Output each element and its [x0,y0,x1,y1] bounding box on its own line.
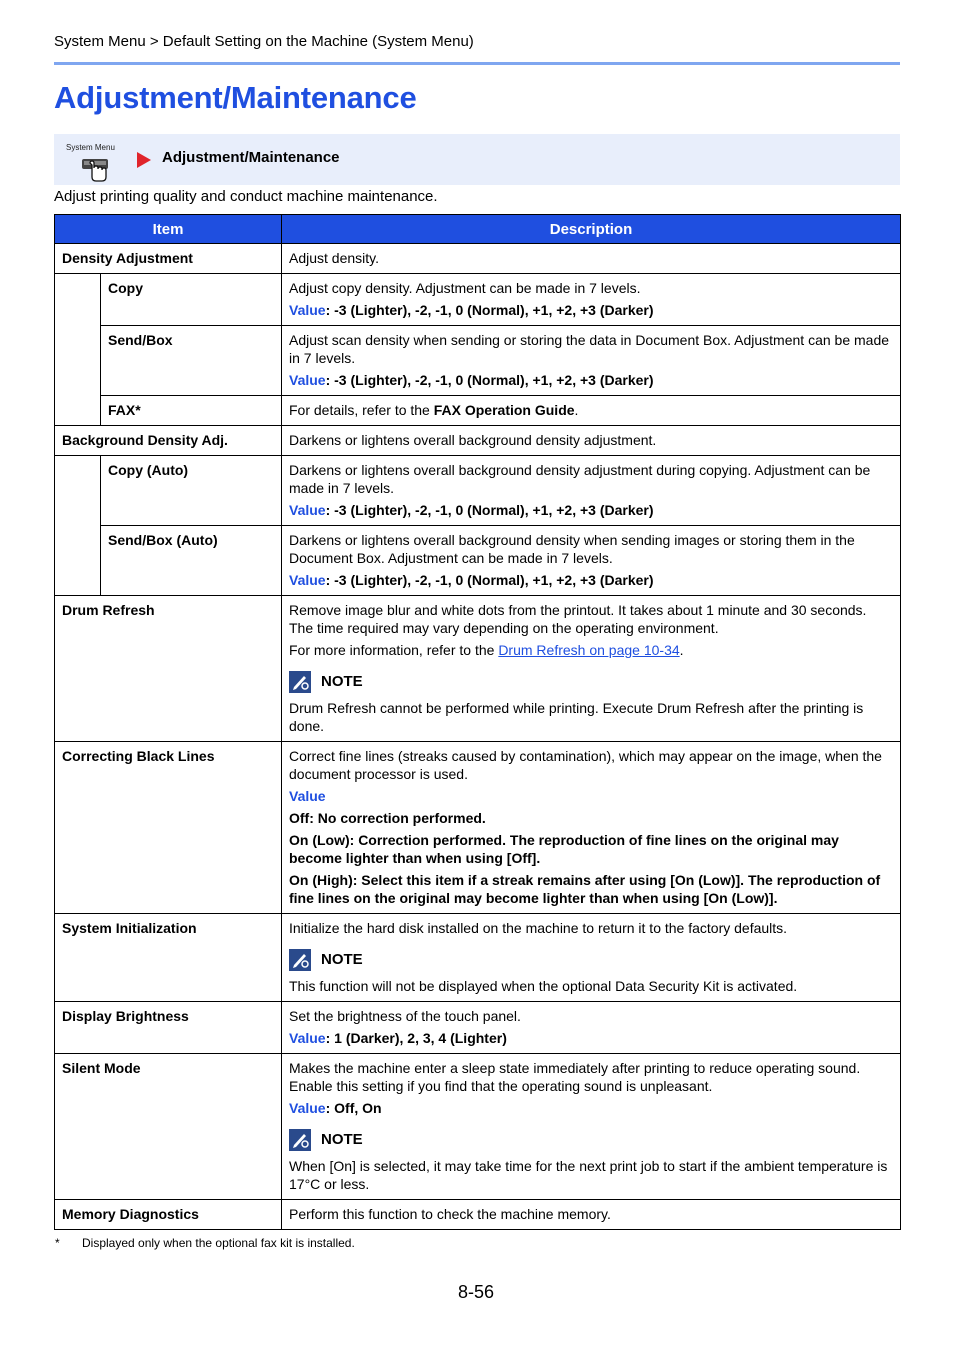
item-description: Darkens or lightens overall background density adjustment during copying. Adjustment can be made in 7 levels. Value: -3 (Lighter), -2, -1, 0 (Normal), +1, +2, +3 (Darker) [282,456,901,526]
value-option: On (High): Select this item if a streak remains after using [On (Low)]. The reproduction of fine lines on the original may become lighter than when using [On (Low)]. [289,872,881,906]
table-row [55,244,901,274]
item-description: Perform this function to check the machine memory. [282,1200,901,1230]
item-description: Makes the machine enter a sleep state immediately after printing to reduce operating sound. Enable this setting if you find that the operating sound is unpleasant. Value: Off, On NOTE When [On] is selected, it may take time for the next print job to start if the ambient temperature is 17°C or less. [282,1054,901,1200]
footnote-mark: * [55,1236,60,1250]
note-text: When [On] is selected, it may take time for the next print job to start if the ambient temperature is 17°C or less. [289,1158,888,1192]
item-name: Display Brightness [55,1002,282,1054]
note-label: NOTE [321,1131,363,1148]
table-row [55,1002,901,1054]
value-label: Value [289,302,326,318]
note-heading [289,1129,893,1151]
value-label: Value [289,788,326,804]
table-row [55,596,901,742]
note-icon [289,1129,311,1151]
item-description: Darkens or lightens overall background density adjustment. [282,426,901,456]
item-name: Silent Mode [55,1054,282,1200]
value-option: Off: No correction performed. [289,810,486,826]
table-row [55,1200,901,1230]
sub-item-name: Send/Box (Auto) [101,526,282,596]
intro-text: Adjust printing quality and conduct machine maintenance. [54,188,438,205]
table-row [55,326,901,396]
indent-cell [55,274,101,426]
note-label: NOTE [321,951,363,968]
note-text: This function will not be displayed when the optional Data Security Kit is activated. [289,978,798,994]
column-header-description: Description [282,215,901,244]
value-label: Value [289,1030,326,1046]
item-name: Density Adjustment [55,244,282,274]
value-text: : -3 (Lighter), -2, -1, 0 (Normal), +1, +2, +3 (Darker) [325,302,654,318]
breadcrumb: System Menu > Default Setting on the Machine (System Menu) [54,33,474,50]
item-description: Adjust copy density. Adjustment can be made in 7 levels. Value: -3 (Lighter), -2, -1, 0 (Normal), +1, +2, +3 (Darker) [282,274,901,326]
item-description: Set the brightness of the touch panel. Value: 1 (Darker), 2, 3, 4 (Lighter) [282,1002,901,1054]
item-description: Initialize the hard disk installed on the machine to return it to the factory defaults. NOTE This function will not be displayed when the optional Data Security Kit is activated. [282,914,901,1002]
item-name: Correcting Black Lines [55,742,282,914]
item-description: Darkens or lightens overall background density when sending images or storing them in the Document Box. Adjustment can be made in 7 levels. Value: -3 (Lighter), -2, -1, 0 (Normal), +1, +2, +3 (Darker) [282,526,901,596]
table-row [55,1054,901,1200]
item-name: Drum Refresh [55,596,282,742]
path-current-item: Adjustment/Maintenance [162,149,340,166]
item-description: Adjust scan density when sending or storing the data in Document Box. Adjustment can be made in 7 levels. Value: -3 (Lighter), -2, -1, 0 (Normal), +1, +2, +3 (Darker) [282,326,901,396]
table-row [55,526,901,596]
table-row [55,274,901,326]
note-heading [289,949,893,971]
page-title: Adjustment/Maintenance [54,80,417,115]
path-arrow-icon [136,152,152,168]
settings-table [54,214,901,1230]
value-label: Value [289,372,326,388]
value-label: Value [289,572,326,588]
value-label: Value [289,502,326,518]
note-icon [289,949,311,971]
column-header-item: Item [55,215,282,244]
table-row [55,396,901,426]
value-option: On (Low): Correction performed. The reproduction of fine lines on the original may become lighter than when using [Off]. [289,832,839,866]
item-name: System Initialization [55,914,282,1002]
table-row [55,456,901,526]
note-label: NOTE [321,673,363,690]
item-description: Correct fine lines (streaks caused by contamination), which may appear on the image, when the document processor is used. Value Off: No correction performed. On (Low): Correction performed. The reproduction of fine lines on the original may become lighter than when using [Off]. On (High): Select this item if a streak remains after using [On (Low)]. The reproduction of fine lines on the original may become lighter than when using [On (Low)]. [282,742,901,914]
sub-item-name: Copy [101,274,282,326]
footnote-text: Displayed only when the optional fax kit is installed. [82,1236,355,1250]
item-description: For details, refer to the FAX Operation Guide. [282,396,901,426]
sub-item-name: Copy (Auto) [101,456,282,526]
page-number: 8-56 [458,1282,495,1302]
value-text: : -3 (Lighter), -2, -1, 0 (Normal), +1, +2, +3 (Darker) [325,572,654,588]
note-icon [289,671,311,693]
item-name: Background Density Adj. [55,426,282,456]
system-menu-icon-label: System Menu [66,143,115,152]
note-text: Drum Refresh cannot be performed while printing. Execute Drum Refresh after the printing is done. [289,700,864,734]
value-label: Value [289,1100,326,1116]
sub-item-name: FAX* [101,396,282,426]
sub-item-name: Send/Box [101,326,282,396]
value-text: : -3 (Lighter), -2, -1, 0 (Normal), +1, +2, +3 (Darker) [325,372,654,388]
item-description: Remove image blur and white dots from the printout. It takes about 1 minute and 30 seconds. The time required may vary depending on the operating environment. For more information, refer to the Drum Refresh on page 10-34. NOTE Drum Refresh cannot be performed while printing. Execute Drum Refresh after the printing is done. [282,596,901,742]
value-text: : 1 (Darker), 2, 3, 4 (Lighter) [325,1030,507,1046]
system-menu-key-icon [66,143,126,183]
note-heading [289,671,893,693]
table-row [55,426,901,456]
indent-cell [55,456,101,596]
table-row [55,742,901,914]
value-text: : Off, On [325,1100,382,1116]
item-name: Memory Diagnostics [55,1200,282,1230]
item-description: Adjust density. [282,244,901,274]
value-text: : -3 (Lighter), -2, -1, 0 (Normal), +1, +2, +3 (Darker) [325,502,654,518]
table-row [55,914,901,1002]
header-rule [54,62,900,65]
navigation-path-bar [54,134,900,185]
drum-refresh-link[interactable]: Drum Refresh on page 10-34 [498,642,680,658]
guide-reference: FAX Operation Guide [433,402,575,418]
